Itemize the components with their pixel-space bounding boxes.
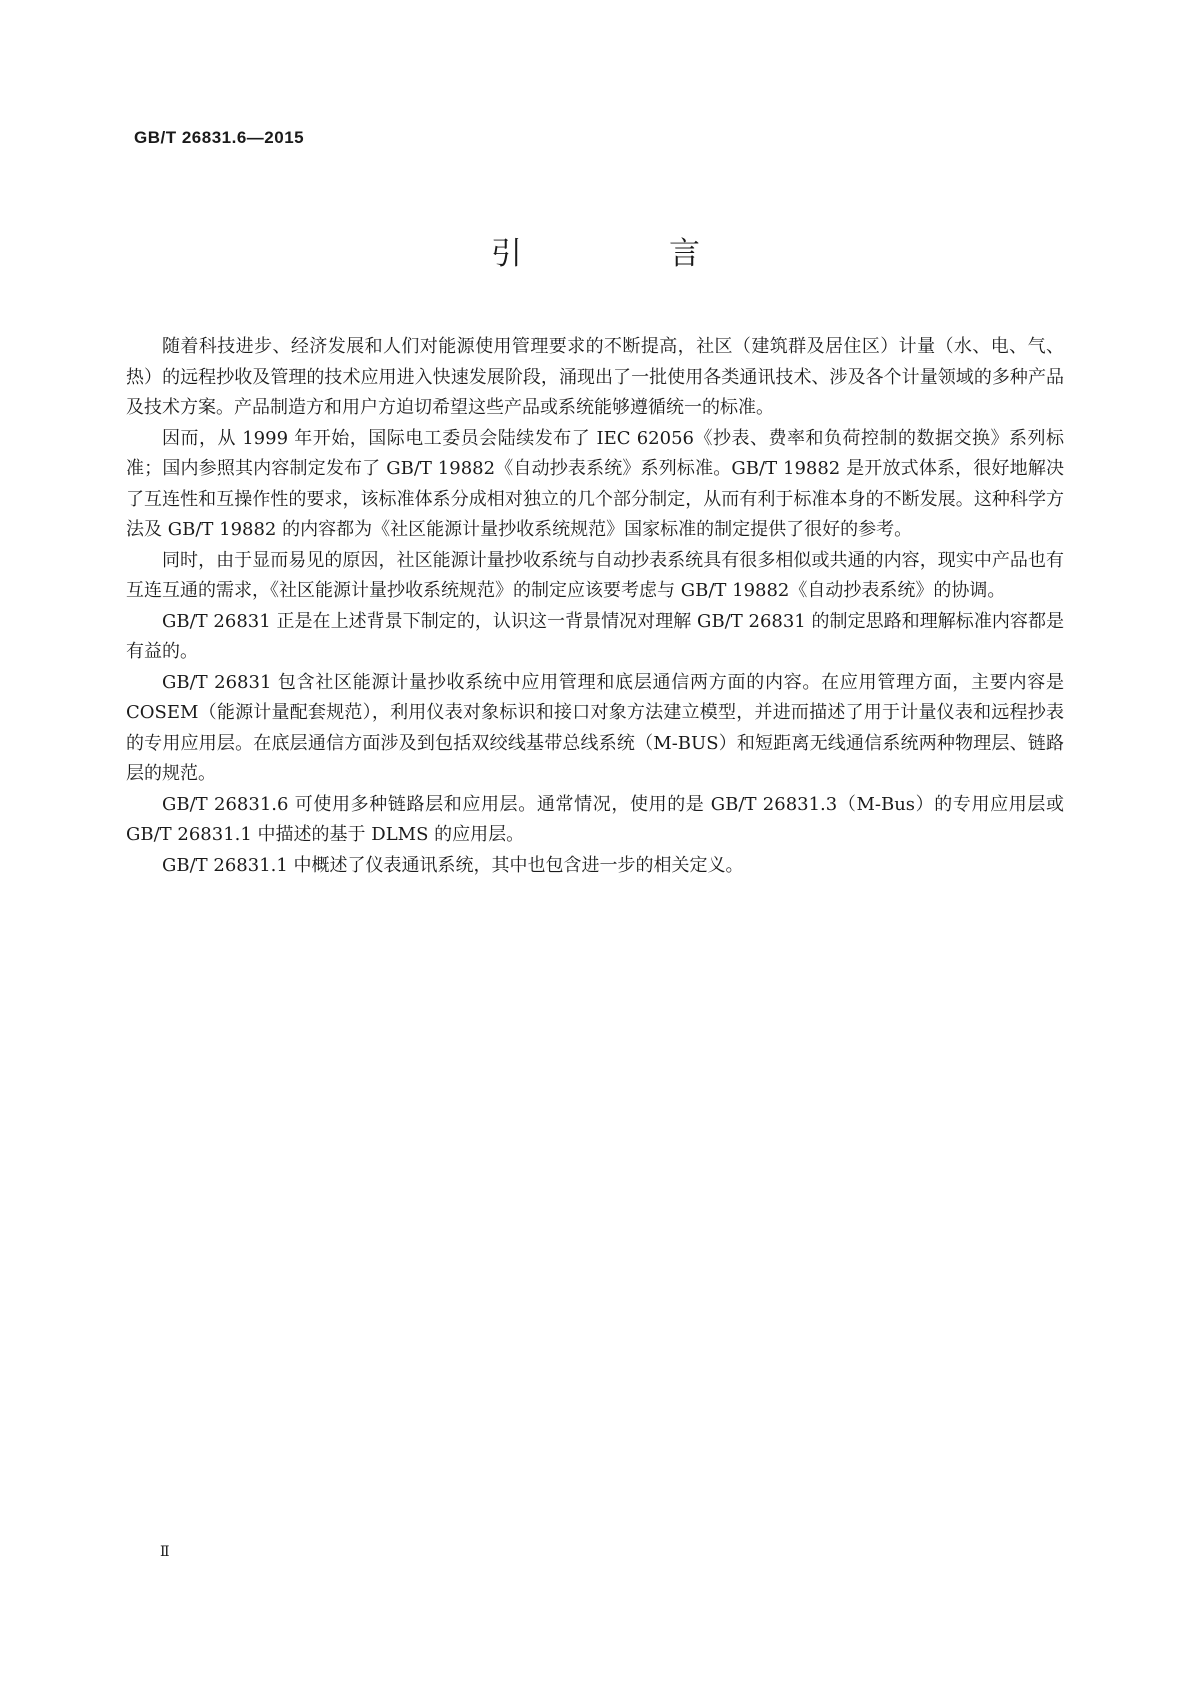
paragraph-4: GB/T 26831 正是在上述背景下制定的，认识这一背景情况对理解 GB/T 26831 的制定思路和理解标准内容都是有益的。 (126, 610, 1064, 662)
page-title: 引 言 (491, 236, 758, 272)
paragraph-2: 因而，从 1999 年开始，国际电工委员会陆续发布了 IEC 62056《抄表、费率和负荷控制的数据交换》系列标准；国内参照其内容制定发布了 GB/T 19882《自动抄表系统》系列标准。GB/T 19882 是开放式体系，很好地解决了互连性和互操作性的要求，该标准体系分成相对独立的几个部分制定，从而有利于标准本身的不断发展。这种科学方法及 GB/T 19882 的内容都为《社区能源计量抄收系统规范》国家标准的制定提供了很好的参考。 (126, 427, 1064, 540)
standard-code: GB/T 26831.6—2015 (134, 128, 305, 147)
page-number: Ⅱ (160, 1544, 170, 1560)
paragraph-6: GB/T 26831.6 可使用多种链路层和应用层。通常情况，使用的是 GB/T 26831.3（M-Bus）的专用应用层或 GB/T 26831.1 中描述的基于 DLMS 的应用层。 (126, 793, 1064, 845)
body-text (126, 332, 1064, 881)
paragraph-1: 随着科技进步、经济发展和人们对能源使用管理要求的不断提高，社区（建筑群及居住区）计量（水、电、气、热）的远程抄收及管理的技术应用进入快速发展阶段，涌现出了一批使用各类通讯技术、涉及各个计量领域的多种产品及技术方案。产品制造方和用户方迫切希望这些产品或系统能够遵循统一的标准。 (126, 336, 1064, 418)
paragraph-5: GB/T 26831 包含社区能源计量抄收系统中应用管理和底层通信两方面的内容。在应用管理方面，主要内容是 COSEM（能源计量配套规范），利用仪表对象标识和接口对象方法建立模型，并进而描述了用于计量仪表和远程抄表的专用应用层。在底层通信方面涉及到包括双绞线基带总线系统（M-BUS）和短距离无线通信系统两种物理层、链路层的规范。 (126, 671, 1064, 784)
paragraph-7: GB/T 26831.1 中概述了仪表通讯系统，其中也包含进一步的相关定义。 (162, 854, 744, 876)
paragraph-3: 同时，由于显而易见的原因，社区能源计量抄收系统与自动抄表系统具有很多相似或共通的内容，现实中产品也有互连互通的需求，《社区能源计量抄收系统规范》的制定应该要考虑与 GB/T 19882《自动抄表系统》的协调。 (126, 549, 1064, 601)
